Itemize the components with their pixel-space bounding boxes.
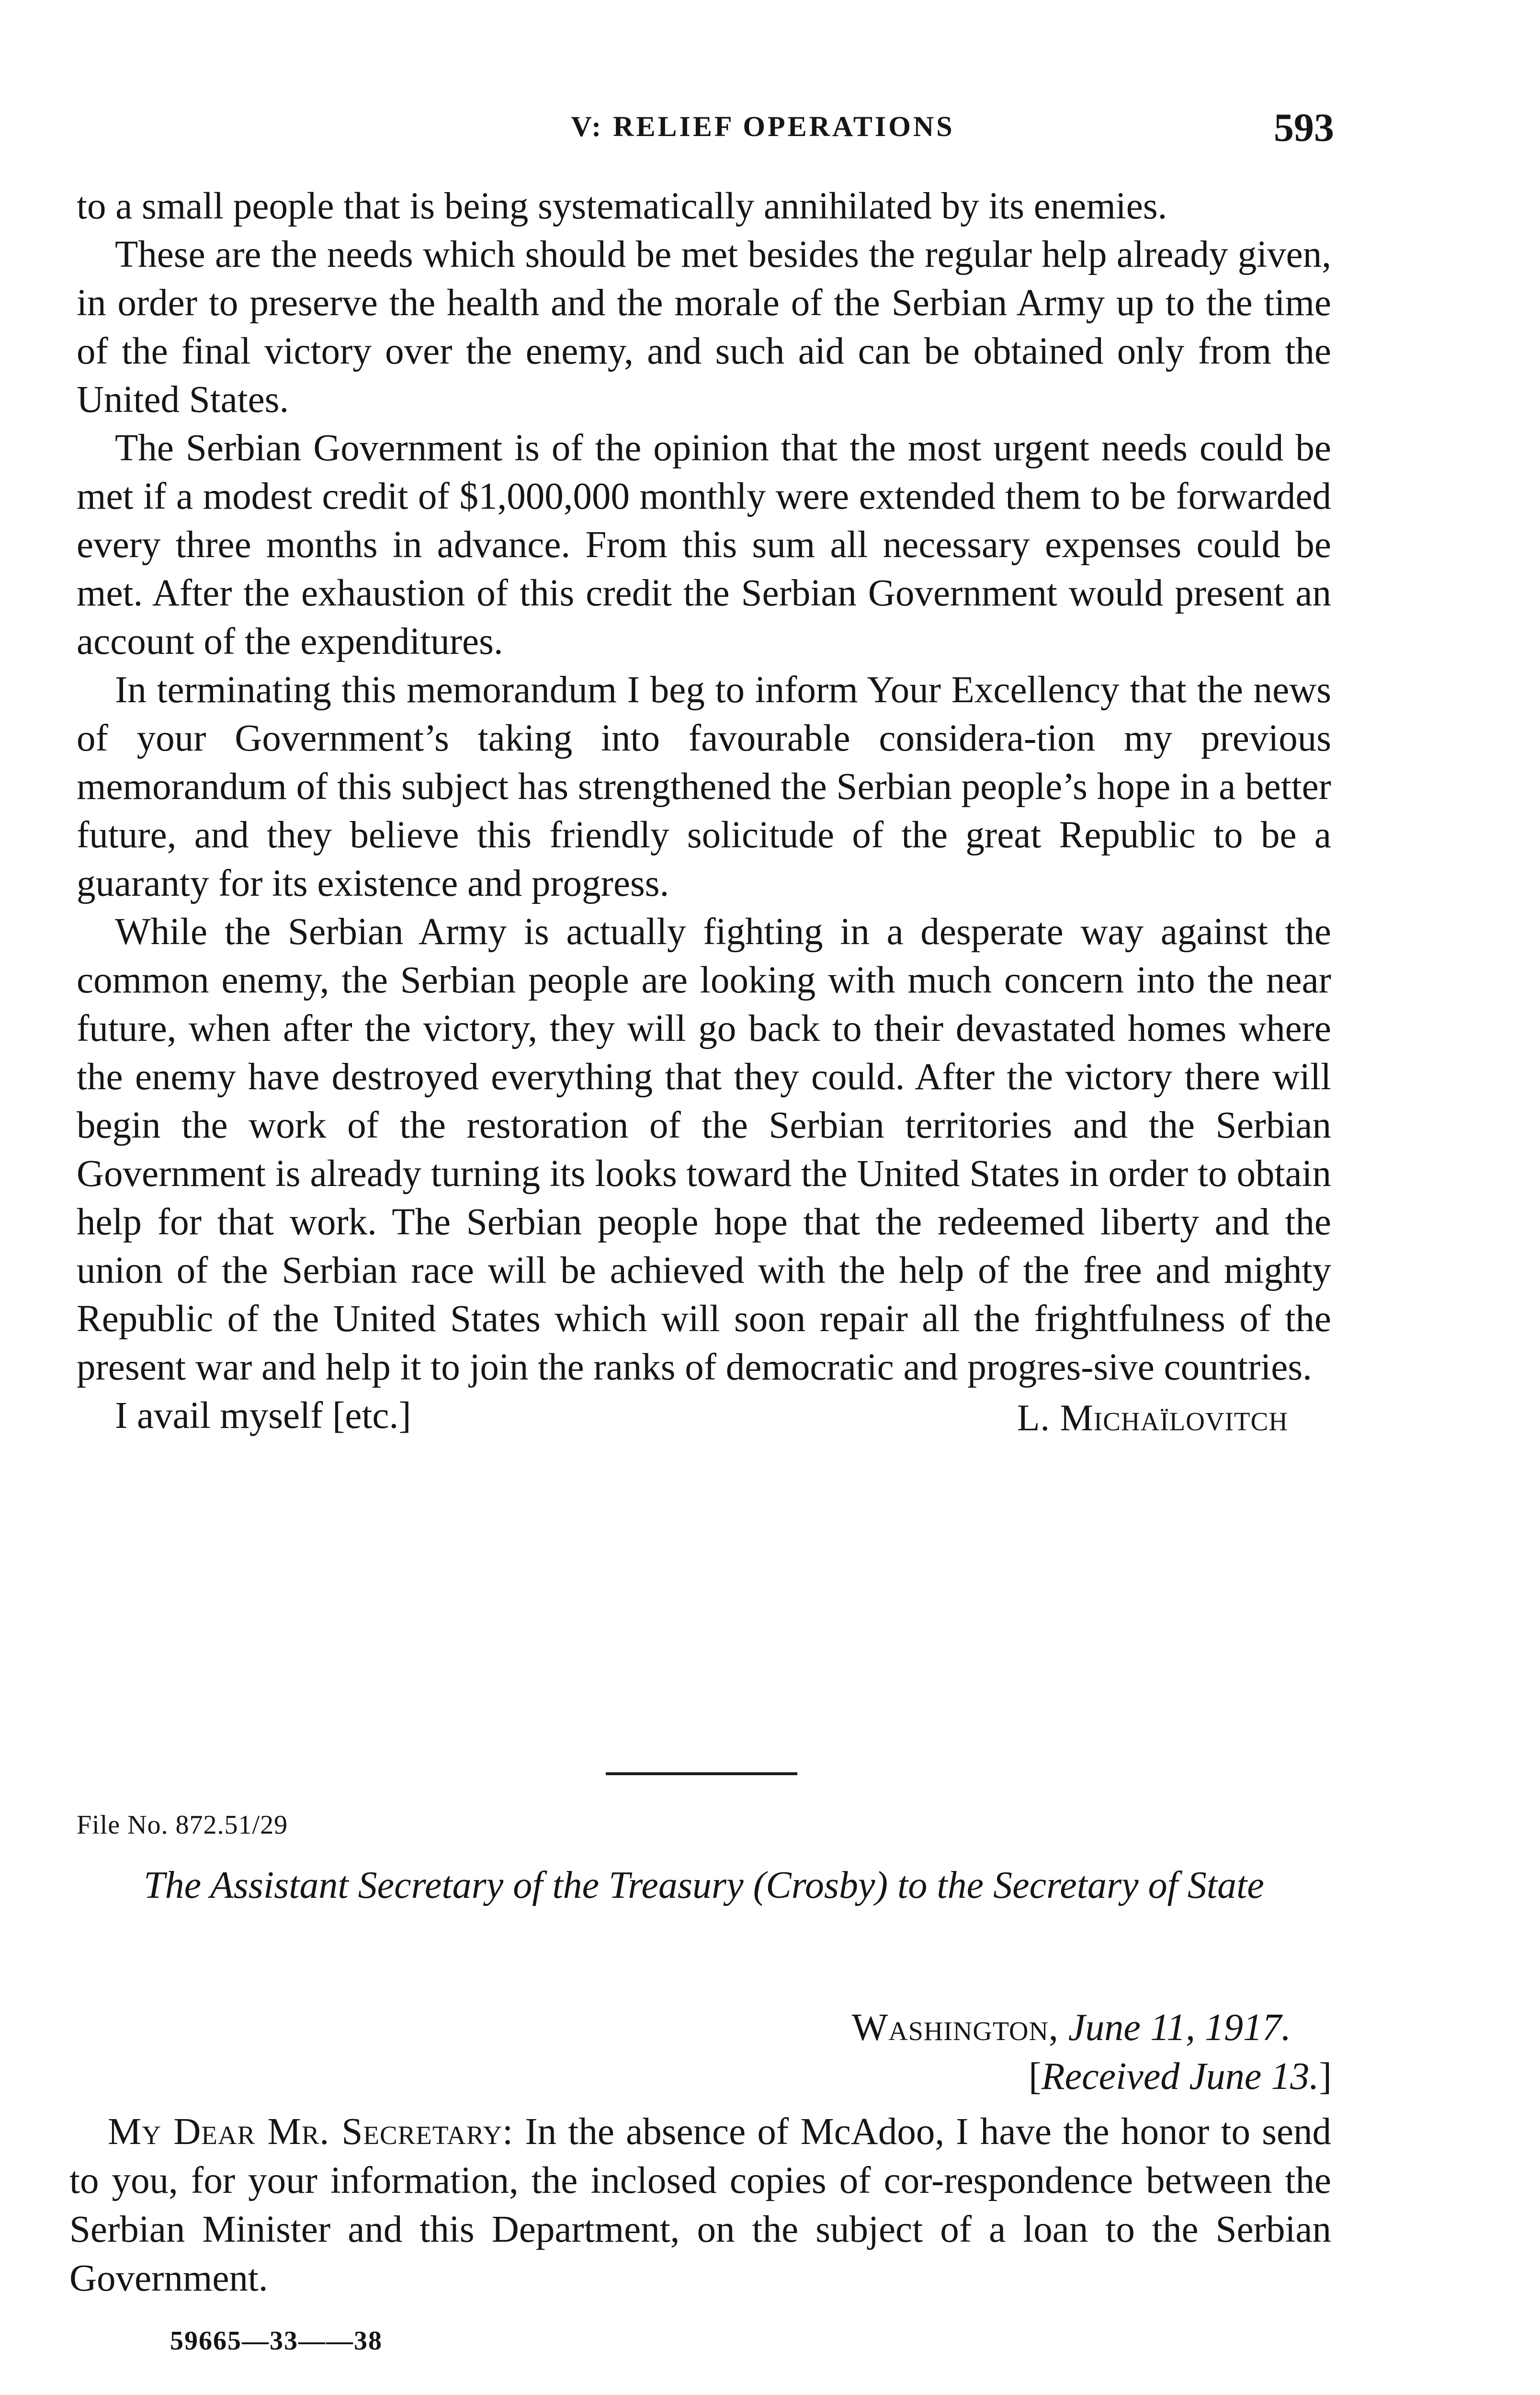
page-number: 593 bbox=[1274, 105, 1334, 150]
paragraph-needs: These are the needs which should be met besides the regular help already given, in order to preserve the health and the morale of the Serbian Army up to the time of the final victory over the enemy, and such aid can be obtained only from the United States. bbox=[77, 234, 1331, 421]
received-date: Received June 13. bbox=[1041, 2055, 1319, 2098]
paragraph-future: While the Serbian Army is actually fighting in a desperate way against the common enemy, the Serbian people are looking with much concern into the near future, when after the victory, they will go back to their devastated homes where the enemy have destroyed everything that they could. After the victory there will begin the work of the restoration of the Serbian territories and the Serbian Government is already turning its looks toward the United States in order to obtain help for that work. The Serbian people hope that the redeemed liberty and the union of the Serbian race will be achieved with the help of the free and mighty Republic of the United States which will soon repair all the frightfulness of the present war and help it to join the ranks of democratic and progres-sive countries. bbox=[77, 911, 1331, 1388]
paragraph-terminating: In terminating this memorandum I beg to inform Your Excellency that the news of your Government’s taking into favourable considera-tion my previous memorandum of this subject has strengthened the Serbian people’s hope in a better future, and they believe this friendly solicitude of the great Republic to be a guaranty for its existence and progress. bbox=[77, 669, 1331, 904]
received-bracket-close: ] bbox=[1319, 2055, 1332, 2098]
dateline-place: Washington, bbox=[851, 2007, 1059, 2049]
paragraph-credit: The Serbian Government is of the opinion that the most urgent needs could be met if a modest credit of $1,000,000 monthly were extended them to be forwarded every three months in advance. From this sum all necessary expenses could be met. After the exhaustion of this credit the Serbian Government would present an account of the expenditures. bbox=[77, 427, 1331, 662]
running-title: V: RELIEF OPERATIONS bbox=[571, 111, 955, 142]
salutation: My Dear Mr. Secretary: bbox=[108, 2111, 514, 2153]
print-code: 59665—33——38 bbox=[170, 2326, 383, 2356]
paragraph-continued: to a small people that is being systematically annihilated by its enemies. bbox=[77, 185, 1167, 227]
file-number: File No. 872.51/29 bbox=[77, 1810, 288, 1840]
signature: L. Michaïlovitch bbox=[1017, 1397, 1288, 1438]
closing-row bbox=[77, 1391, 1331, 1440]
document-title: The Assistant Secretary of the Treasury (Crosby) to the Secretary of State bbox=[144, 1864, 1264, 1906]
received-bracket-open: [ bbox=[1029, 2055, 1042, 2098]
section-divider bbox=[606, 1772, 797, 1775]
received-note bbox=[1029, 2055, 1332, 2098]
memorandum-text bbox=[77, 182, 1331, 1440]
letter-text: In the absence of McAdoo, I have the honor to send to you, for your information, the inclosed copies of cor-respondence between the Serbian Minister and this Department, on the subject of a loan to the Serbian Government. bbox=[69, 2111, 1332, 2299]
dateline bbox=[852, 2006, 1291, 2050]
letter-body bbox=[69, 2108, 1331, 2303]
closing-phrase: I avail myself [etc.] bbox=[115, 1395, 411, 1437]
dateline-date: June 11, 1917. bbox=[1068, 2007, 1291, 2049]
letter-paragraph bbox=[69, 2108, 1331, 2303]
